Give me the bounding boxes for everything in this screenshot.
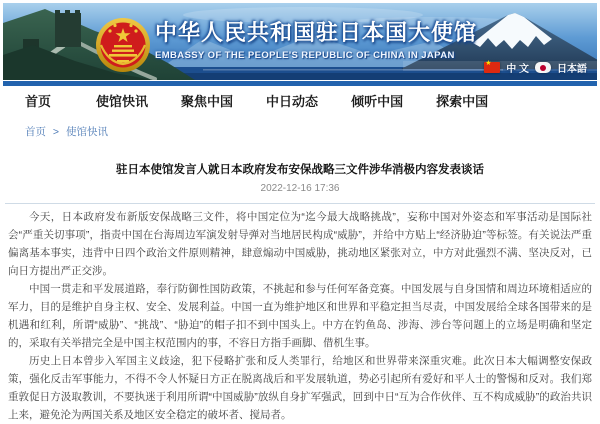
- article-paragraph-2: 中国一贯走和平发展道路，奉行防御性国防政策，不挑起和参与任何军备竞赛。中国发展与自身国情和周边环境相适应的军力，目的是维护自身主权、安全、发展利益。中国一直为维护地区和世界和平稳定担当尽责，中国发展给全球各国带来的是机遇和红利，所谓“威胁”、“挑战”、“胁迫”的帽子扣不到中国头上。中方在钓鱼岛、涉海、涉台等问题上的立场是明确和坚定的，采取有关举措完全是中国主权范围内的事，不容日方指手画脚、借机生事。: [8, 283, 592, 349]
- language-switcher: [484, 60, 587, 75]
- banner: [3, 3, 597, 80]
- nav-item-china-japan[interactable]: 中日动态: [266, 94, 319, 109]
- article-title: 驻日本使馆发言人就日本政府发布安保战略三文件涉华消极内容发表谈话: [116, 164, 484, 176]
- lang-japanese-link[interactable]: 日本語: [557, 64, 587, 75]
- embassy-title: 中华人民共和国驻日本国大使馆: [155, 20, 478, 45]
- china-flag-icon: [484, 62, 500, 73]
- nav-item-focus-china[interactable]: 聚焦中国: [181, 94, 234, 109]
- page: [0, 3, 600, 421]
- lang-chinese-link[interactable]: 中 文: [506, 64, 529, 75]
- nav-item-listen-china[interactable]: 倾听中国: [351, 94, 404, 109]
- national-emblem-icon: [96, 18, 150, 72]
- main-nav: [0, 86, 600, 115]
- nav-item-explore-china[interactable]: 探索中国: [436, 94, 489, 109]
- banner-titles: [155, 16, 477, 61]
- article-paragraph-1: 今天，日本政府发布新版安保战略三文件，将中国定位为“迄今最大战略挑战”，妄称中国对外姿态和军事活动是国际社会“严重关切事项”，指责中国在台海周边军演发射导弹对当地居民构成“威胁”，并给中方贴上“经济胁迫”等标签。有关说法严重偏离基本事实，违背中日四个政治文件原则精神，肆意煽动中国威胁，挑动地区紧张对立，中方对此强烈不满、坚决反对，已向日方提出严正交涉。: [8, 211, 592, 277]
- embassy-subtitle: EMBASSY OF THE PEOPLE'S REPUBLIC OF CHINA IN JAPAN: [155, 50, 455, 61]
- article: [0, 161, 600, 424]
- article-paragraph-3: 历史上日本曾步入军国主义歧途，犯下侵略扩张和反人类罪行，给地区和世界带来深重灾难。此次日本大幅调整安保政策，强化反击军事能力，不得不令人怀疑日方正在脱离战后和平发展轨道，势必引起所有爱好和平人士的警惕和反对。我们郑重敦促日方汲取教训，不要执迷于利用所谓“中国威胁”放纵自身扩军强武，回到中日“互为合作伙伴、互不构成威胁”的政治共识上来，避免沦为两国关系及地区安全稳定的破坏者、搅局者。: [8, 355, 592, 421]
- article-date: 2022-12-16 17:36: [260, 183, 340, 194]
- article-body: [0, 204, 600, 424]
- japan-flag-icon: [535, 62, 551, 73]
- nav-item-embassy-news[interactable]: 使馆快讯: [96, 94, 149, 109]
- nav-item-home[interactable]: 首页: [25, 94, 52, 109]
- breadcrumb-current-link[interactable]: 使馆快讯: [65, 126, 108, 138]
- breadcrumb: [0, 115, 600, 147]
- breadcrumb-separator: >: [52, 126, 60, 138]
- breadcrumb-home-link[interactable]: 首页: [25, 126, 46, 138]
